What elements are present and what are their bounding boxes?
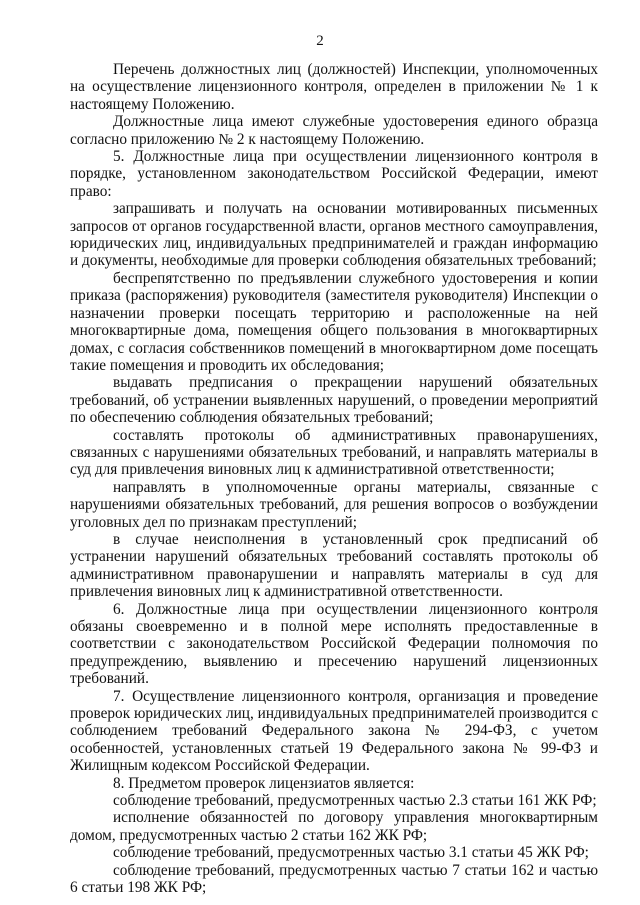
paragraph-item-198: соблюдение требований, предусмотренных частью 7 статьи 162 и частью 6 статьи 198 ЖК РФ; bbox=[70, 861, 598, 897]
page-number: 2 bbox=[316, 33, 324, 49]
paragraph-item-162: исполнение обязанностей по договору управления многоквартирным домом, предусмотренных частью 2 статьи 162 ЖК РФ; bbox=[70, 809, 598, 844]
paragraph-section-5: 5. Должностные лица при осуществлении лицензионного контроля в порядке, установленном законодательством Российской Федерации, имеют право: bbox=[70, 148, 598, 200]
paragraph-section-8: 8. Предметом проверок лицензиатов является: bbox=[113, 774, 415, 792]
paragraph-right-protocols: составлять протоколы об административных правонарушениях, связанных с нарушениями обязательных требований, и направлять материалы в суд для привлечения виновных лиц к административной ответственности; bbox=[70, 426, 598, 479]
paragraph-right-issue-orders: выдавать предписания о прекращении нарушений обязательных требований, об устранении выявленных нарушений, о проведении мероприятий по обеспечению соблюдения обязательных требований; bbox=[70, 374, 598, 427]
paragraph-officials-list: Перечень должностных лиц (должностей) Инспекции, уполномоченных на осуществление лицензионного контроля, определен в приложении № 1 к настоящему Положению. bbox=[70, 61, 598, 113]
paragraph-item-45: соблюдение требований, предусмотренных частью 3.1 статьи 45 ЖК РФ; bbox=[113, 844, 589, 862]
paragraph-item-161: соблюдение требований, предусмотренных частью 2.3 статьи 161 ЖК РФ; bbox=[113, 792, 597, 810]
paragraph-section-7: 7. Осуществление лицензионного контроля, организация и проведение проверок юридических лиц, индивидуальных предпринимателей производится с соблюдением требований Федерального закона № 294-ФЗ, с учетом особенностей, установленных статьей 19 Федерального закона № 99-ФЗ и Жилищным кодексом Российской Федерации. bbox=[70, 687, 598, 775]
paragraph-certificates: Должностные лица имеют служебные удостоверения единого образца согласно приложению № 2 к настоящему Положению. bbox=[70, 113, 598, 148]
paragraph-right-send-materials: направлять в уполномоченные органы материалы, связанные с нарушениями обязательных требований, для решения вопросов о возбуждении уголовных дел по признакам преступлений; bbox=[70, 478, 598, 531]
paragraph-section-6: 6. Должностные лица при осуществлении лицензионного контроля обязаны своевременно и в полной мере исполнять предоставленные в соответствии с законодательством Российской Федерации полномочия по предупреждению, выявлению и пресечению нарушений лицензионных требований. bbox=[70, 600, 598, 688]
paragraph-right-request-info: запрашивать и получать на основании мотивированных письменных запросов от органов государственной власти, органов местного самоуправления, юридических лиц, индивидуальных предпринимателей и граждан информацию и документы, необходимые для проверки соблюдения обязательных требований; bbox=[70, 200, 598, 270]
paragraph-right-visit-territory: беспрепятственно по предъявлении служебного удостоверения и копии приказа (распоряжения) руководителя (заместителя руководителя) Инспекции о назначении проверки посещать территорию и расположенные на ней многоквартирные дома, помещения общего пользования в многоквартирных домах, с согласия собственников помещений в многоквартирном доме посещать такие помещения и проводить их обследования; bbox=[70, 269, 598, 374]
paragraph-right-noncompliance: в случае неисполнения в установленный срок предписаний об устранении нарушений обязательных требований составлять протоколы об административном правонарушении и направлять материалы в суд для привлечения виновных лиц к административной ответственности. bbox=[70, 530, 598, 601]
document-body bbox=[70, 61, 598, 897]
